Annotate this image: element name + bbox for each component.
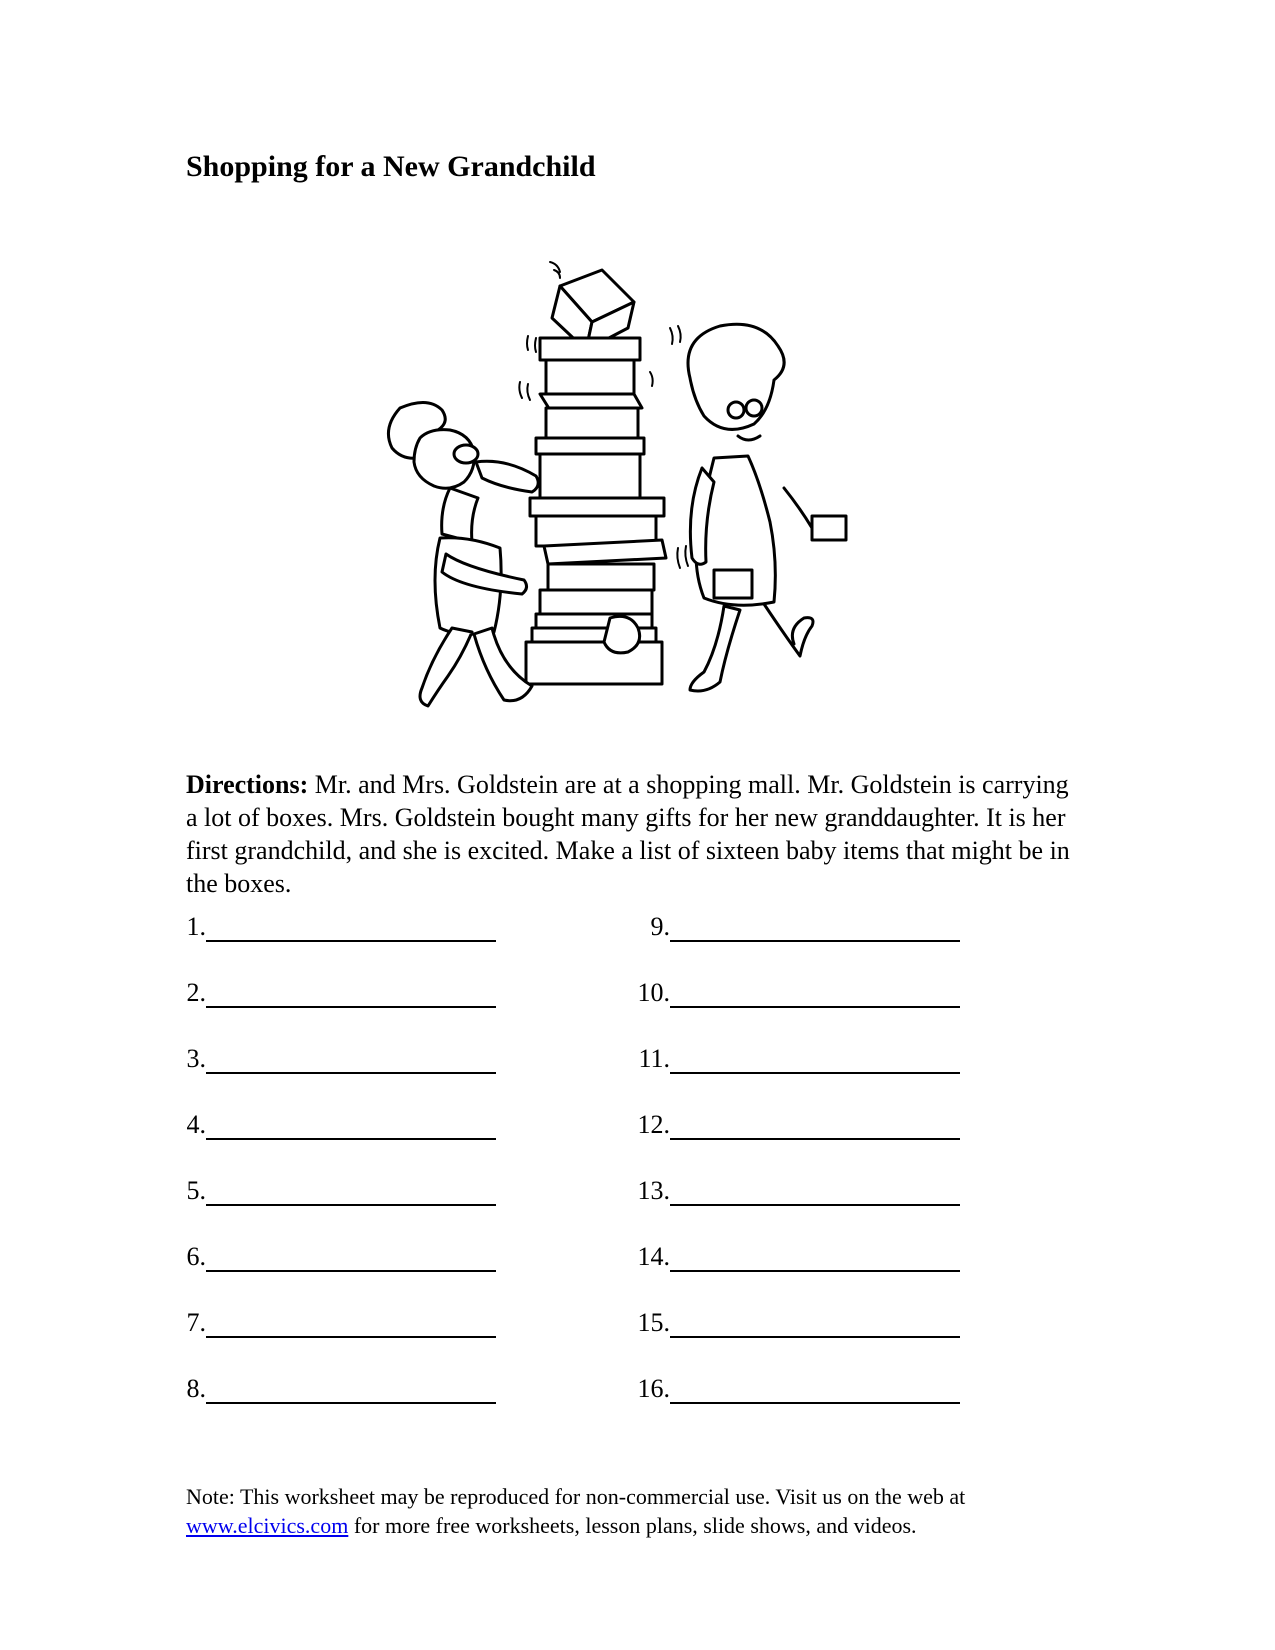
directions-paragraph — [186, 768, 1086, 900]
answer-number: 15. — [637, 1308, 670, 1337]
answer-number: 14. — [637, 1242, 670, 1271]
answer-number: 10. — [637, 978, 670, 1007]
answer-blank[interactable] — [670, 978, 960, 1008]
woman-figure-icon — [688, 324, 846, 691]
answer-number: 13. — [637, 1176, 670, 1205]
answer-number: 4. — [186, 1110, 206, 1139]
answer-number: 1. — [186, 912, 206, 941]
directions-text: Mr. and Mrs. Goldstein are at a shopping mall. Mr. Goldstein is carrying a lot of boxes. Mrs. Goldstein bought many gifts for her new granddaughter. It is her first grandchild, and she is excited. Make a list of sixteen baby items that might be in the boxes. — [186, 770, 1070, 898]
page-title: Shopping for a New Grandchild — [186, 150, 596, 183]
answer-number: 16. — [637, 1374, 670, 1403]
answer-blank[interactable] — [670, 1374, 960, 1404]
answer-blank[interactable] — [670, 912, 960, 942]
answer-blank[interactable] — [206, 1242, 496, 1272]
answer-number: 8. — [186, 1374, 206, 1403]
answer-blank[interactable] — [670, 1044, 960, 1074]
answer-number: 6. — [186, 1242, 206, 1271]
answer-blank[interactable] — [206, 978, 496, 1008]
note-suffix: for more free worksheets, lesson plans, slide shows, and videos. — [348, 1513, 917, 1538]
answer-number: 2. — [186, 978, 206, 1007]
answer-blank[interactable] — [206, 1044, 496, 1074]
box-stack-icon — [526, 338, 666, 684]
note-prefix: Note: This worksheet may be reproduced for non-commercial use. Visit us on the web at — [186, 1484, 966, 1509]
answer-blank[interactable] — [206, 1176, 496, 1206]
answer-blank[interactable] — [670, 1176, 960, 1206]
answer-blank[interactable] — [206, 1308, 496, 1338]
answer-number: 5. — [186, 1176, 206, 1205]
shopping-couple-illustration — [380, 258, 880, 718]
answer-number: 7. — [186, 1308, 206, 1337]
answer-number: 3. — [186, 1044, 206, 1073]
elcivics-link[interactable]: www.elcivics.com — [186, 1513, 349, 1538]
footer-note — [186, 1482, 1106, 1540]
answer-number: 11. — [638, 1044, 670, 1073]
answer-blank[interactable] — [670, 1110, 960, 1140]
answer-number: 9. — [650, 912, 670, 941]
answer-blank[interactable] — [670, 1242, 960, 1272]
answer-number: 12. — [637, 1110, 670, 1139]
answer-blank[interactable] — [206, 1374, 496, 1404]
answer-blank[interactable] — [670, 1308, 960, 1338]
directions-label: Directions: — [186, 770, 309, 799]
answer-blank[interactable] — [206, 912, 496, 942]
answer-blank[interactable] — [206, 1110, 496, 1140]
